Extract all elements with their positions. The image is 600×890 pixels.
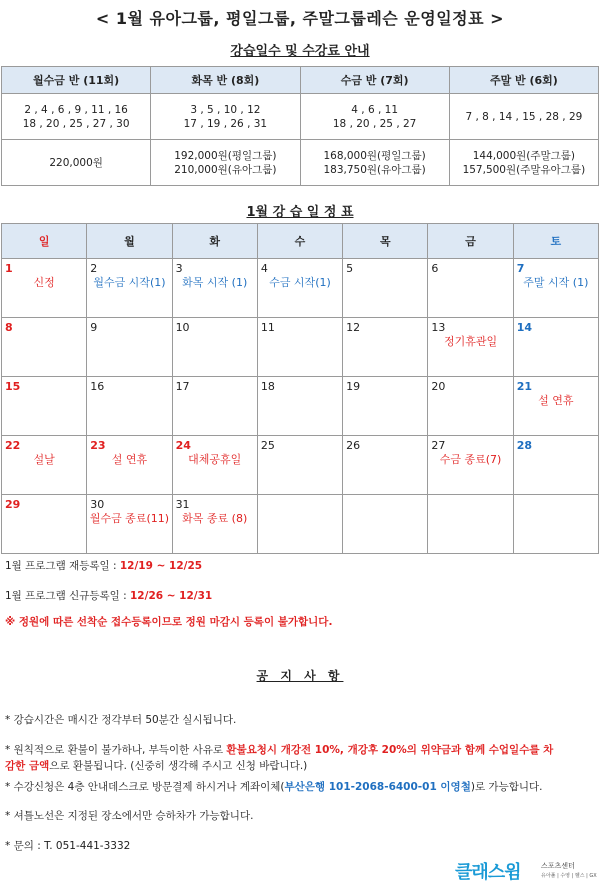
- page-title: < 1월 유아그룹, 평일그룹, 주말그룹레슨 운영일정표 >: [95, 9, 505, 28]
- calendar-day-cell: [428, 495, 513, 554]
- calendar-day-cell: [2, 259, 87, 318]
- notice-item-2: * 원칙적으로 환불이 불가하나, 부득이한 사유로 환불요청시 개강전 10%, 개강후 20%의 위약금과 함께 수업일수를 차 감한 금액으로 환불됩니다. (신중히 생각해 주시고 신청 바랍니다.): [5, 744, 554, 772]
- calendar-day-cell: [87, 259, 172, 318]
- reregister-line: 1월 프로그램 재등록일 : 12/19 ~ 12/25: [5, 560, 203, 572]
- calendar-day-cell: [87, 318, 172, 377]
- calendar-day-cell: [428, 377, 513, 436]
- day-number: 25: [260, 439, 275, 452]
- header-tt: 화목 반 (8회): [151, 67, 300, 94]
- dates-weekend: 7 , 8 , 14 , 15 , 28 , 29: [449, 94, 598, 140]
- day-number: 17: [175, 380, 190, 393]
- day-number: 9: [90, 321, 98, 334]
- notice-title: 공 지 사 항: [256, 669, 344, 683]
- fee-tt: 192,000원(평일그룹) 210,000원(유아그룹): [151, 140, 300, 186]
- day-event: 설날: [33, 453, 55, 466]
- calendar-day-cell: [513, 377, 598, 436]
- calendar-day-cell: [513, 495, 598, 554]
- day-number: 5: [346, 262, 354, 275]
- day-number: 19: [346, 380, 361, 393]
- day-number: 16: [90, 380, 105, 393]
- day-number: 26: [346, 439, 361, 452]
- calendar-title: 1월 강 습 일 정 표: [246, 205, 354, 220]
- calendar-day-cell: [428, 318, 513, 377]
- fee-wf: 168,000원(평일그룹) 183,750원(유아그룹): [300, 140, 449, 186]
- day-number: 28: [516, 439, 532, 452]
- day-event: 설 연휴: [111, 453, 148, 466]
- header-weekend: 주말 반 (6회): [449, 67, 598, 94]
- notice-item-4: * 셔틀노선은 지정된 장소에서만 승하차가 가능합니다.: [5, 810, 254, 822]
- calendar-day-cell: [87, 495, 172, 554]
- day-number: 1: [5, 262, 13, 275]
- weekday-header: 수: [257, 224, 342, 259]
- register-warning: ※ 정원에 따른 선착순 접수등록이므로 정원 마감시 등록이 불가합니다.: [5, 616, 333, 628]
- weekday-header: 일: [2, 224, 87, 259]
- calendar-day-cell: [172, 377, 257, 436]
- calendar-day-cell: [513, 259, 598, 318]
- calendar-day-cell: [343, 495, 428, 554]
- day-event: 화목 시작 (1): [182, 276, 248, 289]
- brand-logo: 클래스윔 스포츠센터 유아풀 | 수영 | 헬스 | GX: [455, 862, 597, 883]
- day-event: 수금 시작(1): [269, 276, 331, 289]
- day-number: 23: [90, 439, 106, 452]
- day-number: 13: [431, 321, 446, 334]
- calendar-day-cell: [257, 377, 342, 436]
- header-mwf: 월수금 반 (11회): [2, 67, 151, 94]
- new-register-line: 1월 프로그램 신규등록일 : 12/26 ~ 12/31: [5, 590, 213, 602]
- calendar-day-cell: [172, 436, 257, 495]
- notice-item-3: * 수강신청은 4층 안내데스크로 방문결제 하시거나 계좌이체(부산은행 101-2068-6400-01 이영철)로 가능합니다.: [5, 781, 543, 793]
- weekday-header: 목: [343, 224, 428, 259]
- calendar-day-cell: [2, 318, 87, 377]
- calendar-day-cell: [343, 259, 428, 318]
- day-number: 20: [431, 380, 446, 393]
- calendar-day-cell: [172, 259, 257, 318]
- dates-wf: 4 , 6 , 11 18 , 20 , 25 , 27: [300, 94, 449, 140]
- notice-item-5: * 문의 : T. 051-441-3332: [5, 840, 131, 852]
- calendar-day-cell: [257, 318, 342, 377]
- dates-tt: 3 , 5 , 10 , 12 17 , 19 , 26 , 31: [151, 94, 300, 140]
- day-number: 12: [346, 321, 361, 334]
- calendar-day-cell: [513, 436, 598, 495]
- fee-mwf: 220,000원: [2, 140, 151, 186]
- day-event: 대체공휴일: [188, 453, 242, 466]
- calendar-day-cell: [257, 436, 342, 495]
- day-event: 정기휴관일: [443, 335, 498, 348]
- day-number: 4: [260, 262, 268, 275]
- weekday-header: 토: [513, 224, 598, 259]
- calendar-day-cell: [343, 377, 428, 436]
- calendar-day-cell: [172, 495, 257, 554]
- dates-mwf: 2 , 4 , 6 , 9 , 11 , 16 18 , 20 , 25 , 27 , 30: [2, 94, 151, 140]
- day-number: 30: [90, 498, 105, 511]
- price-table: [1, 66, 599, 186]
- day-event: 수금 종료(7): [439, 453, 502, 466]
- calendar-day-cell: [257, 259, 342, 318]
- day-number: 22: [5, 439, 21, 452]
- calendar-day-cell: [172, 318, 257, 377]
- day-event: 신정: [33, 276, 55, 289]
- weekday-header: 월: [87, 224, 172, 259]
- weekday-header: 화: [172, 224, 257, 259]
- day-event: 월수금 종료(11): [89, 512, 170, 525]
- calendar-day-cell: [2, 377, 87, 436]
- header-wf: 수금 반 (7회): [300, 67, 449, 94]
- notice-item-1: * 강습시간은 매시간 정각부터 50분간 실시됩니다.: [5, 714, 237, 726]
- calendar-day-cell: [343, 436, 428, 495]
- day-event: 주말 시작 (1): [523, 276, 589, 289]
- calendar-day-cell: [343, 318, 428, 377]
- day-event: 설 연휴: [538, 394, 574, 407]
- day-number: 21: [516, 380, 532, 393]
- day-event: 화목 종료 (8): [182, 512, 248, 525]
- day-number: 11: [260, 321, 275, 334]
- fee-weekend: 144,000원(주말그룹) 157,500원(주말유아그룹): [449, 140, 598, 186]
- day-number: 24: [175, 439, 191, 452]
- day-number: 7: [516, 262, 525, 275]
- calendar-day-cell: [428, 436, 513, 495]
- calendar-day-cell: [2, 436, 87, 495]
- price-section-title: 강습일수 및 수강료 안내: [230, 44, 370, 59]
- day-number: 27: [431, 439, 446, 452]
- day-number: 10: [175, 321, 190, 334]
- calendar-day-cell: [87, 436, 172, 495]
- day-number: 2: [90, 262, 98, 275]
- calendar-day-cell: [87, 377, 172, 436]
- day-number: 31: [175, 498, 190, 511]
- day-number: 3: [175, 262, 183, 275]
- day-number: 15: [5, 380, 21, 393]
- day-number: 8: [5, 321, 13, 334]
- calendar-table: [1, 223, 599, 554]
- calendar-day-cell: [2, 495, 87, 554]
- calendar-day-cell: [428, 259, 513, 318]
- day-number: 18: [260, 380, 275, 393]
- weekday-header: 금: [428, 224, 513, 259]
- calendar-day-cell: [257, 495, 342, 554]
- calendar-day-cell: [513, 318, 598, 377]
- day-event: 월수금 시작(1): [93, 276, 166, 289]
- day-number: 29: [5, 498, 21, 511]
- day-number: 6: [431, 262, 439, 275]
- day-number: 14: [516, 321, 532, 334]
